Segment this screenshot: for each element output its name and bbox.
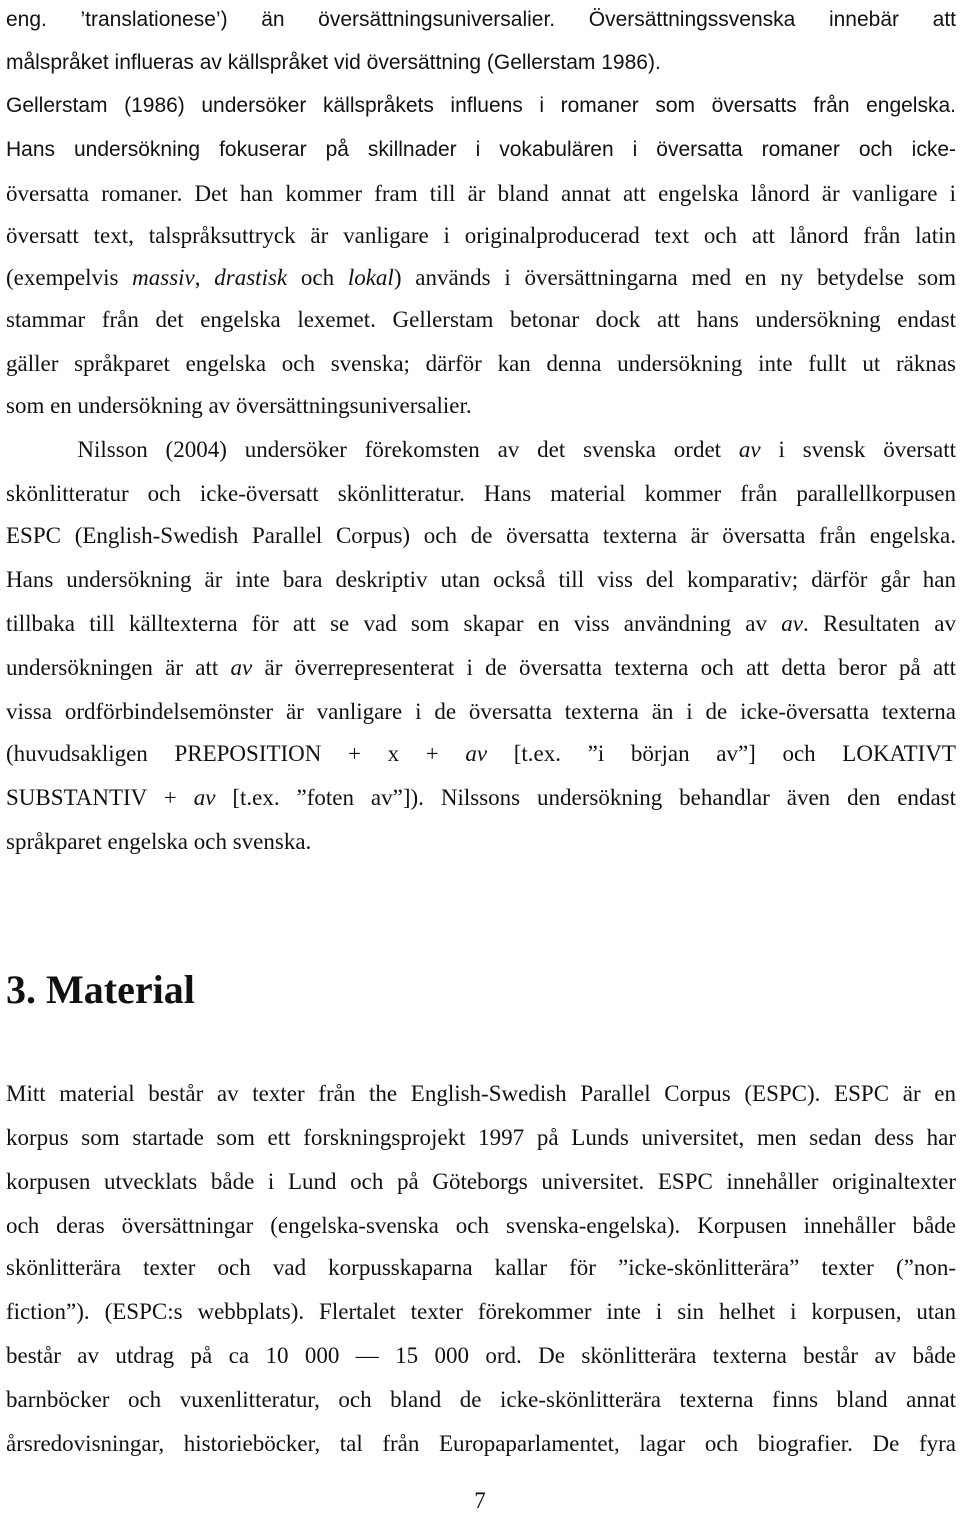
text-segment: [t.ex. ”foten av”]). Nilssons undersökning behandlar även den endast [215, 785, 957, 810]
text-segment: skönlitteratur och icke-översatt skönlitteratur. Hans material kommer från parallellkorpusen [6, 481, 956, 506]
text-segment: undersökningen är att [6, 655, 231, 680]
text-segment: fiction”). (ESPC:s webbplats). Flertalet texter förekommer inte i sin helhet i korpusen, utan [6, 1299, 956, 1324]
text-line [6, 1298, 956, 1326]
text-segment: Hans undersökning fokuserar på skillnader i vokabulären i översatta romaner och icke- [6, 138, 956, 161]
text-segment: vissa ordförbindelsemönster är vanligare i de översatta texterna än i de icke-översatta texterna [6, 699, 956, 724]
text-segment: barnböcker och vuxenlitteratur, och bland de icke-skönlitterära texterna finns bland annat [6, 1387, 956, 1412]
text-segment: stammar från det engelska lexemet. Gellerstam betonar dock att hans undersökning endast [6, 307, 956, 332]
text-line [6, 522, 956, 550]
text-segment: SUBSTANTIV + [6, 785, 194, 810]
text-line [6, 306, 956, 334]
text-line [6, 1386, 956, 1414]
text-segment: , [194, 265, 215, 290]
text-line [6, 1254, 956, 1282]
italic-term: av [781, 611, 803, 636]
text-line [6, 49, 956, 77]
text-line [6, 92, 956, 120]
text-segment: är överrepresenterat i de översatta texterna och att detta beror på att [252, 655, 956, 680]
italic-term: av [193, 785, 216, 810]
text-segment: ESPC (English-Swedish Parallel Corpus) och de översatta texterna är översatta från engelska. [6, 523, 956, 548]
text-segment: översatt text, talspråksuttryck är vanligare i originalproducerad text och att lånord från latin [6, 223, 956, 248]
text-line [6, 222, 956, 250]
text-line [6, 6, 956, 34]
page-number: 7 [474, 1488, 486, 1513]
text-line [6, 1080, 956, 1108]
text-segment: . Resultaten av [802, 611, 957, 636]
text-segment: årsredovisningar, historieböcker, tal från Europaparlamentet, lagar och biografier. De fyra [6, 1431, 956, 1456]
text-line [6, 1212, 956, 1240]
text-line [6, 740, 956, 768]
italic-term: av [738, 437, 761, 462]
text-segment: Hans undersökning är inte bara deskriptiv utan också till viss del komparativ; därför går han [6, 567, 956, 592]
text-line [6, 1124, 956, 1152]
text-segment: skönlitterära texter och vad korpusskaparna kallar för ”icke-skönlitterära” texter (”non- [6, 1255, 956, 1280]
text-line [6, 1342, 956, 1370]
text-line [6, 610, 956, 638]
text-segment: (exempelvis [6, 265, 133, 290]
text-segment: översatta romaner. Det han kommer fram till är bland annat att engelska lånord är vanligare i [6, 181, 956, 206]
italic-term: massiv [132, 265, 195, 290]
section-heading: 3. Material [6, 967, 195, 1012]
text-segment: målspråket influeras av källspråket vid översättning (Gellerstam 1986). [6, 51, 661, 74]
text-segment: (huvudsakligen PREPOSITION + x + [6, 741, 466, 766]
text-line [6, 698, 956, 726]
text-line [6, 264, 956, 292]
text-line [6, 566, 956, 594]
text-line [6, 828, 956, 856]
text-line [6, 1168, 956, 1196]
text-segment: [t.ex. ”i början av”] och LOKATIVT [487, 741, 956, 766]
text-segment: som en undersökning av översättningsuniversalier. [6, 393, 472, 418]
text-line [6, 480, 956, 508]
text-line [6, 436, 956, 464]
text-line [6, 392, 956, 420]
text-segment: korpus som startade som ett forskningsprojekt 1997 på Lunds universitet, men sedan dess har [6, 1125, 956, 1150]
text-segment: ) används i översättningarna med en ny betydelse som [393, 265, 956, 290]
text-segment: Mitt material består av texter från the English-Swedish Parallel Corpus (ESPC). ESPC är en [6, 1081, 956, 1106]
text-line [6, 350, 956, 378]
text-segment: språkparet engelska och svenska. [6, 829, 312, 854]
italic-term: av [230, 655, 253, 680]
text-segment: gäller språkparet engelska och svenska; därför kan denna undersökning inte fullt ut räknas [6, 351, 956, 376]
text-segment: korpusen utvecklats både i Lund och på Göteborgs universitet. ESPC innehåller originaltexter [6, 1169, 956, 1194]
text-segment: Nilsson (2004) undersöker förekomsten av det svenska ordet [6, 437, 739, 462]
text-line [6, 654, 956, 682]
text-line [6, 784, 956, 812]
text-segment: tillbaka till källtexterna för att se vad som skapar en viss användning av [6, 611, 782, 636]
text-line [6, 136, 956, 164]
text-segment: består av utdrag på ca 10 000 — 15 000 ord. De skönlitterära texterna består av både [6, 1343, 956, 1368]
text-segment: och [287, 265, 348, 290]
italic-term: av [465, 741, 488, 766]
text-line [6, 1430, 956, 1458]
italic-term: drastisk [214, 265, 288, 290]
italic-term: lokal [347, 265, 394, 290]
text-segment: i svensk översatt [760, 437, 956, 462]
text-segment: Gellerstam (1986) undersöker källspråkets influens i romaner som översatts från engelska. [6, 94, 956, 117]
text-segment: eng. ’translationese’) än översättningsuniversalier. Översättningssvenska innebär att [6, 8, 956, 31]
text-segment: och deras översättningar (engelska-svenska och svenska-engelska). Korpusen innehåller både [6, 1213, 956, 1238]
text-line [6, 180, 956, 208]
